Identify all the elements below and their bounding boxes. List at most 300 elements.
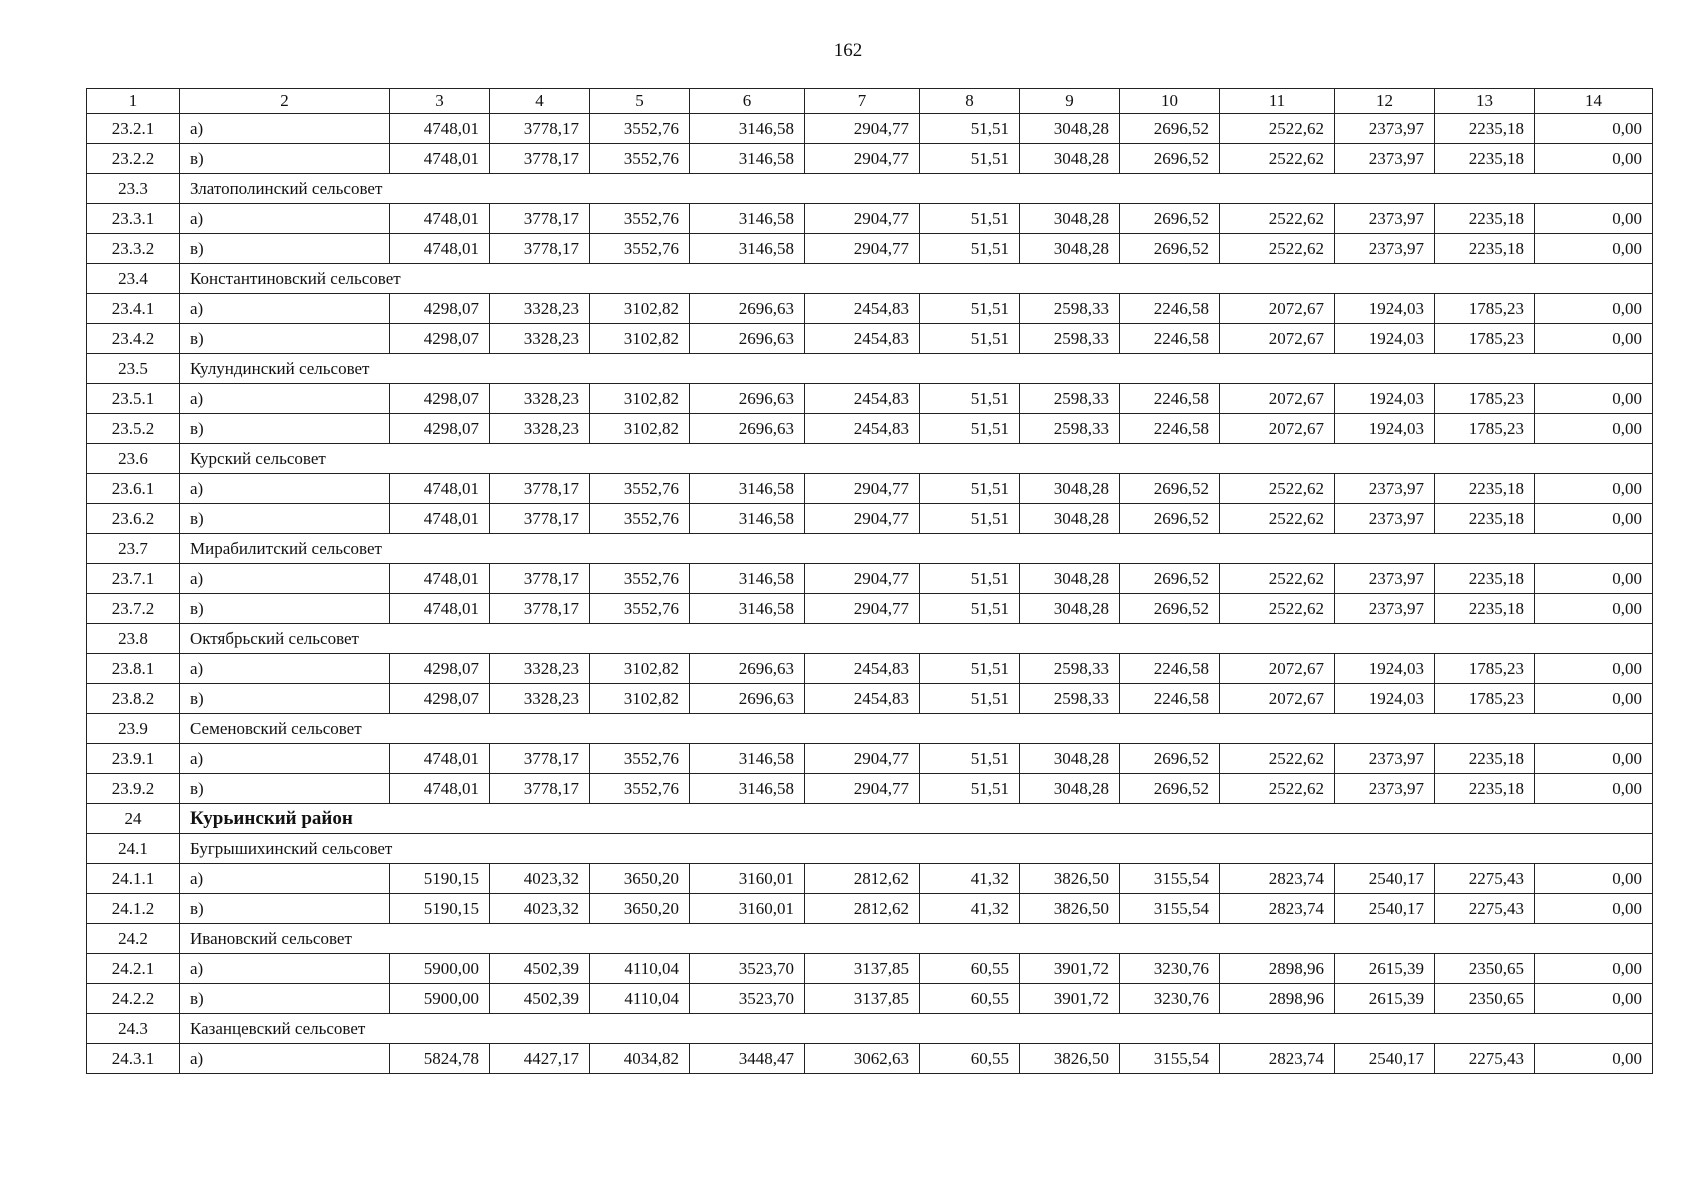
cell-value: 60,55 [920, 954, 1020, 984]
section-title: Бугрышихинский сельсовет [180, 834, 1653, 864]
cell-value: 3048,28 [1020, 744, 1120, 774]
cell-value: 2373,97 [1335, 144, 1435, 174]
cell-value: 3102,82 [590, 294, 690, 324]
cell-value: 0,00 [1535, 654, 1653, 684]
cell-value: 51,51 [920, 324, 1020, 354]
row-code: 23.9.2 [87, 774, 180, 804]
cell-value: 3102,82 [590, 414, 690, 444]
cell-value: 5190,15 [390, 894, 490, 924]
cell-value: 2540,17 [1335, 1044, 1435, 1074]
cell-value: 3552,76 [590, 774, 690, 804]
column-header: 2 [180, 89, 390, 114]
cell-value: 4427,17 [490, 1044, 590, 1074]
cell-value: 51,51 [920, 114, 1020, 144]
cell-value: 2235,18 [1435, 504, 1535, 534]
cell-value: 0,00 [1535, 144, 1653, 174]
cell-value: 5824,78 [390, 1044, 490, 1074]
cell-value: 51,51 [920, 234, 1020, 264]
tariff-table [86, 88, 1653, 1074]
row-label: в) [180, 144, 390, 174]
cell-value: 3137,85 [805, 954, 920, 984]
cell-value: 51,51 [920, 474, 1020, 504]
cell-value: 2373,97 [1335, 234, 1435, 264]
cell-value: 3048,28 [1020, 504, 1120, 534]
table-row [87, 654, 1653, 684]
cell-value: 4502,39 [490, 954, 590, 984]
cell-value: 0,00 [1535, 564, 1653, 594]
cell-value: 2904,77 [805, 564, 920, 594]
cell-value: 1924,03 [1335, 294, 1435, 324]
cell-value: 2275,43 [1435, 864, 1535, 894]
cell-value: 3048,28 [1020, 474, 1120, 504]
cell-value: 0,00 [1535, 384, 1653, 414]
cell-value: 0,00 [1535, 594, 1653, 624]
cell-value: 2522,62 [1220, 564, 1335, 594]
cell-value: 3230,76 [1120, 954, 1220, 984]
cell-value: 3146,58 [690, 744, 805, 774]
column-header: 3 [390, 89, 490, 114]
cell-value: 2373,97 [1335, 744, 1435, 774]
cell-value: 4023,32 [490, 894, 590, 924]
cell-value: 2696,52 [1120, 114, 1220, 144]
cell-value: 2904,77 [805, 204, 920, 234]
cell-value: 2522,62 [1220, 774, 1335, 804]
cell-value: 2235,18 [1435, 774, 1535, 804]
cell-value: 4298,07 [390, 414, 490, 444]
row-code: 24.1.2 [87, 894, 180, 924]
cell-value: 2696,52 [1120, 234, 1220, 264]
cell-value: 2350,65 [1435, 984, 1535, 1014]
cell-value: 51,51 [920, 744, 1020, 774]
row-code: 23.6.1 [87, 474, 180, 504]
cell-value: 3048,28 [1020, 144, 1120, 174]
cell-value: 4748,01 [390, 564, 490, 594]
cell-value: 3328,23 [490, 654, 590, 684]
cell-value: 3230,76 [1120, 984, 1220, 1014]
cell-value: 0,00 [1535, 984, 1653, 1014]
cell-value: 3448,47 [690, 1044, 805, 1074]
row-code: 23.3.1 [87, 204, 180, 234]
cell-value: 3048,28 [1020, 774, 1120, 804]
cell-value: 2246,58 [1120, 654, 1220, 684]
cell-value: 3552,76 [590, 504, 690, 534]
cell-value: 4023,32 [490, 864, 590, 894]
table-row [87, 954, 1653, 984]
row-label: в) [180, 414, 390, 444]
cell-value: 2598,33 [1020, 654, 1120, 684]
cell-value: 2246,58 [1120, 324, 1220, 354]
cell-value: 2373,97 [1335, 204, 1435, 234]
cell-value: 51,51 [920, 144, 1020, 174]
table-row [87, 1044, 1653, 1074]
cell-value: 4748,01 [390, 114, 490, 144]
cell-value: 3062,63 [805, 1044, 920, 1074]
cell-value: 4748,01 [390, 504, 490, 534]
section-title: Октябрьский сельсовет [180, 624, 1653, 654]
cell-value: 1924,03 [1335, 384, 1435, 414]
cell-value: 3146,58 [690, 594, 805, 624]
cell-value: 51,51 [920, 654, 1020, 684]
cell-value: 0,00 [1535, 204, 1653, 234]
cell-value: 2235,18 [1435, 594, 1535, 624]
cell-value: 0,00 [1535, 744, 1653, 774]
cell-value: 3160,01 [690, 894, 805, 924]
cell-value: 0,00 [1535, 234, 1653, 264]
cell-value: 1924,03 [1335, 654, 1435, 684]
row-code: 23.5.2 [87, 414, 180, 444]
cell-value: 2696,63 [690, 324, 805, 354]
cell-value: 3523,70 [690, 954, 805, 984]
cell-value: 2904,77 [805, 144, 920, 174]
cell-value: 0,00 [1535, 864, 1653, 894]
cell-value: 2275,43 [1435, 1044, 1535, 1074]
cell-value: 2696,52 [1120, 744, 1220, 774]
cell-value: 2696,63 [690, 414, 805, 444]
cell-value: 2373,97 [1335, 114, 1435, 144]
row-code: 23.2.2 [87, 144, 180, 174]
cell-value: 0,00 [1535, 114, 1653, 144]
cell-value: 3552,76 [590, 144, 690, 174]
row-code: 23.5 [87, 354, 180, 384]
cell-value: 2904,77 [805, 114, 920, 144]
section-row [87, 264, 1653, 294]
cell-value: 2350,65 [1435, 954, 1535, 984]
cell-value: 41,32 [920, 894, 1020, 924]
cell-value: 3328,23 [490, 384, 590, 414]
row-label: в) [180, 324, 390, 354]
row-code: 23.3 [87, 174, 180, 204]
cell-value: 4298,07 [390, 324, 490, 354]
cell-value: 2373,97 [1335, 504, 1435, 534]
section-row [87, 924, 1653, 954]
cell-value: 51,51 [920, 564, 1020, 594]
cell-value: 4748,01 [390, 144, 490, 174]
cell-value: 51,51 [920, 414, 1020, 444]
row-code: 24.2.2 [87, 984, 180, 1014]
cell-value: 3328,23 [490, 414, 590, 444]
cell-value: 4748,01 [390, 744, 490, 774]
cell-value: 2235,18 [1435, 744, 1535, 774]
cell-value: 3778,17 [490, 504, 590, 534]
table-row [87, 234, 1653, 264]
cell-value: 2615,39 [1335, 954, 1435, 984]
row-label: а) [180, 654, 390, 684]
cell-value: 2812,62 [805, 894, 920, 924]
section-row [87, 444, 1653, 474]
cell-value: 2823,74 [1220, 864, 1335, 894]
cell-value: 2275,43 [1435, 894, 1535, 924]
cell-value: 2904,77 [805, 504, 920, 534]
cell-value: 2454,83 [805, 684, 920, 714]
cell-value: 2696,52 [1120, 204, 1220, 234]
cell-value: 3146,58 [690, 474, 805, 504]
cell-value: 4298,07 [390, 684, 490, 714]
cell-value: 2246,58 [1120, 414, 1220, 444]
cell-value: 3048,28 [1020, 594, 1120, 624]
cell-value: 3048,28 [1020, 204, 1120, 234]
cell-value: 2522,62 [1220, 474, 1335, 504]
cell-value: 2522,62 [1220, 744, 1335, 774]
row-code: 23.4.1 [87, 294, 180, 324]
cell-value: 51,51 [920, 384, 1020, 414]
cell-value: 2072,67 [1220, 654, 1335, 684]
cell-value: 3102,82 [590, 654, 690, 684]
row-code: 24.3 [87, 1014, 180, 1044]
cell-value: 2898,96 [1220, 984, 1335, 1014]
cell-value: 3650,20 [590, 894, 690, 924]
cell-value: 3552,76 [590, 744, 690, 774]
cell-value: 3160,01 [690, 864, 805, 894]
row-code: 23.8.2 [87, 684, 180, 714]
cell-value: 1924,03 [1335, 414, 1435, 444]
row-code: 23.2.1 [87, 114, 180, 144]
cell-value: 4298,07 [390, 384, 490, 414]
cell-value: 2072,67 [1220, 294, 1335, 324]
column-header: 4 [490, 89, 590, 114]
cell-value: 3901,72 [1020, 954, 1120, 984]
cell-value: 3155,54 [1120, 1044, 1220, 1074]
section-title: Казанцевский сельсовет [180, 1014, 1653, 1044]
cell-value: 2696,52 [1120, 564, 1220, 594]
cell-value: 2540,17 [1335, 894, 1435, 924]
cell-value: 60,55 [920, 1044, 1020, 1074]
cell-value: 1924,03 [1335, 324, 1435, 354]
cell-value: 0,00 [1535, 954, 1653, 984]
cell-value: 2454,83 [805, 294, 920, 324]
cell-value: 3102,82 [590, 684, 690, 714]
cell-value: 0,00 [1535, 324, 1653, 354]
cell-value: 4110,04 [590, 954, 690, 984]
row-label: а) [180, 474, 390, 504]
row-label: в) [180, 894, 390, 924]
district-title: Курьинский район [180, 804, 1653, 834]
cell-value: 41,32 [920, 864, 1020, 894]
row-code: 23.8.1 [87, 654, 180, 684]
column-header: 10 [1120, 89, 1220, 114]
cell-value: 3146,58 [690, 564, 805, 594]
cell-value: 3826,50 [1020, 894, 1120, 924]
row-code: 23.6 [87, 444, 180, 474]
column-header: 1 [87, 89, 180, 114]
section-title: Ивановский сельсовет [180, 924, 1653, 954]
table-row [87, 414, 1653, 444]
cell-value: 2522,62 [1220, 204, 1335, 234]
row-code: 23.7.2 [87, 594, 180, 624]
cell-value: 2696,52 [1120, 144, 1220, 174]
cell-value: 51,51 [920, 204, 1020, 234]
table-row [87, 144, 1653, 174]
row-label: а) [180, 864, 390, 894]
cell-value: 3102,82 [590, 324, 690, 354]
row-code: 24.2 [87, 924, 180, 954]
cell-value: 2235,18 [1435, 204, 1535, 234]
cell-value: 3778,17 [490, 474, 590, 504]
row-code: 23.9.1 [87, 744, 180, 774]
cell-value: 2696,52 [1120, 594, 1220, 624]
row-code: 24.1.1 [87, 864, 180, 894]
cell-value: 4748,01 [390, 594, 490, 624]
row-label: в) [180, 774, 390, 804]
table-row [87, 744, 1653, 774]
cell-value: 3155,54 [1120, 894, 1220, 924]
cell-value: 2235,18 [1435, 474, 1535, 504]
cell-value: 51,51 [920, 294, 1020, 324]
cell-value: 3523,70 [690, 984, 805, 1014]
section-row [87, 174, 1653, 204]
cell-value: 2598,33 [1020, 324, 1120, 354]
row-code: 24.1 [87, 834, 180, 864]
cell-value: 2904,77 [805, 744, 920, 774]
column-header: 14 [1535, 89, 1653, 114]
section-title: Константиновский сельсовет [180, 264, 1653, 294]
table-row [87, 474, 1653, 504]
cell-value: 3146,58 [690, 204, 805, 234]
row-code: 23.3.2 [87, 234, 180, 264]
table-row [87, 114, 1653, 144]
cell-value: 3552,76 [590, 594, 690, 624]
cell-value: 51,51 [920, 504, 1020, 534]
cell-value: 4748,01 [390, 774, 490, 804]
cell-value: 1785,23 [1435, 414, 1535, 444]
table-row [87, 774, 1653, 804]
section-title: Златополинский сельсовет [180, 174, 1653, 204]
cell-value: 2373,97 [1335, 594, 1435, 624]
cell-value: 51,51 [920, 684, 1020, 714]
cell-value: 2235,18 [1435, 234, 1535, 264]
cell-value: 2522,62 [1220, 594, 1335, 624]
cell-value: 4748,01 [390, 234, 490, 264]
cell-value: 2598,33 [1020, 294, 1120, 324]
section-title: Семеновский сельсовет [180, 714, 1653, 744]
cell-value: 3650,20 [590, 864, 690, 894]
table-row [87, 204, 1653, 234]
table-row [87, 984, 1653, 1014]
cell-value: 5900,00 [390, 984, 490, 1014]
row-label: в) [180, 234, 390, 264]
cell-value: 2696,63 [690, 684, 805, 714]
row-label: а) [180, 1044, 390, 1074]
table-row [87, 504, 1653, 534]
cell-value: 2823,74 [1220, 894, 1335, 924]
page-number: 162 [833, 40, 863, 61]
cell-value: 51,51 [920, 594, 1020, 624]
cell-value: 2235,18 [1435, 114, 1535, 144]
table-row [87, 324, 1653, 354]
cell-value: 4298,07 [390, 294, 490, 324]
cell-value: 3048,28 [1020, 234, 1120, 264]
section-title: Мирабилитский сельсовет [180, 534, 1653, 564]
row-label: в) [180, 684, 390, 714]
cell-value: 1785,23 [1435, 384, 1535, 414]
cell-value: 3146,58 [690, 504, 805, 534]
column-header: 5 [590, 89, 690, 114]
cell-value: 4034,82 [590, 1044, 690, 1074]
cell-value: 2522,62 [1220, 114, 1335, 144]
cell-value: 3778,17 [490, 234, 590, 264]
row-label: в) [180, 504, 390, 534]
cell-value: 5900,00 [390, 954, 490, 984]
cell-value: 0,00 [1535, 1044, 1653, 1074]
table-row [87, 294, 1653, 324]
cell-value: 0,00 [1535, 294, 1653, 324]
cell-value: 3552,76 [590, 114, 690, 144]
cell-value: 60,55 [920, 984, 1020, 1014]
cell-value: 2454,83 [805, 414, 920, 444]
section-row [87, 834, 1653, 864]
cell-value: 4748,01 [390, 474, 490, 504]
cell-value: 3778,17 [490, 564, 590, 594]
cell-value: 2540,17 [1335, 864, 1435, 894]
cell-value: 3155,54 [1120, 864, 1220, 894]
district-row [87, 804, 1653, 834]
cell-value: 4502,39 [490, 984, 590, 1014]
cell-value: 2904,77 [805, 234, 920, 264]
cell-value: 4748,01 [390, 204, 490, 234]
cell-value: 2522,62 [1220, 144, 1335, 174]
cell-value: 3778,17 [490, 774, 590, 804]
cell-value: 4298,07 [390, 654, 490, 684]
row-label: а) [180, 204, 390, 234]
cell-value: 3146,58 [690, 114, 805, 144]
section-title: Курский сельсовет [180, 444, 1653, 474]
cell-value: 2246,58 [1120, 384, 1220, 414]
cell-value: 1785,23 [1435, 324, 1535, 354]
row-code: 23.8 [87, 624, 180, 654]
cell-value: 1924,03 [1335, 684, 1435, 714]
column-header: 13 [1435, 89, 1535, 114]
cell-value: 2696,52 [1120, 774, 1220, 804]
cell-value: 0,00 [1535, 684, 1653, 714]
row-code: 23.9 [87, 714, 180, 744]
cell-value: 2454,83 [805, 654, 920, 684]
cell-value: 2235,18 [1435, 564, 1535, 594]
row-code: 24.3.1 [87, 1044, 180, 1074]
cell-value: 0,00 [1535, 474, 1653, 504]
cell-value: 3328,23 [490, 294, 590, 324]
table-body [87, 114, 1653, 1074]
cell-value: 2823,74 [1220, 1044, 1335, 1074]
row-label: а) [180, 744, 390, 774]
cell-value: 2696,63 [690, 384, 805, 414]
cell-value: 2904,77 [805, 474, 920, 504]
row-label: а) [180, 294, 390, 324]
row-code: 23.6.2 [87, 504, 180, 534]
cell-value: 3137,85 [805, 984, 920, 1014]
cell-value: 2373,97 [1335, 474, 1435, 504]
cell-value: 3552,76 [590, 204, 690, 234]
section-row [87, 534, 1653, 564]
cell-value: 2246,58 [1120, 684, 1220, 714]
row-label: а) [180, 114, 390, 144]
cell-value: 3552,76 [590, 564, 690, 594]
section-row [87, 714, 1653, 744]
cell-value: 3146,58 [690, 774, 805, 804]
row-label: а) [180, 564, 390, 594]
cell-value: 2522,62 [1220, 504, 1335, 534]
table-row [87, 684, 1653, 714]
cell-value: 2246,58 [1120, 294, 1220, 324]
row-label: в) [180, 984, 390, 1014]
cell-value: 0,00 [1535, 894, 1653, 924]
cell-value: 2598,33 [1020, 414, 1120, 444]
cell-value: 2522,62 [1220, 234, 1335, 264]
table-header-row [87, 89, 1653, 114]
cell-value: 3048,28 [1020, 114, 1120, 144]
row-label: а) [180, 954, 390, 984]
cell-value: 0,00 [1535, 774, 1653, 804]
cell-value: 2072,67 [1220, 414, 1335, 444]
cell-value: 2615,39 [1335, 984, 1435, 1014]
